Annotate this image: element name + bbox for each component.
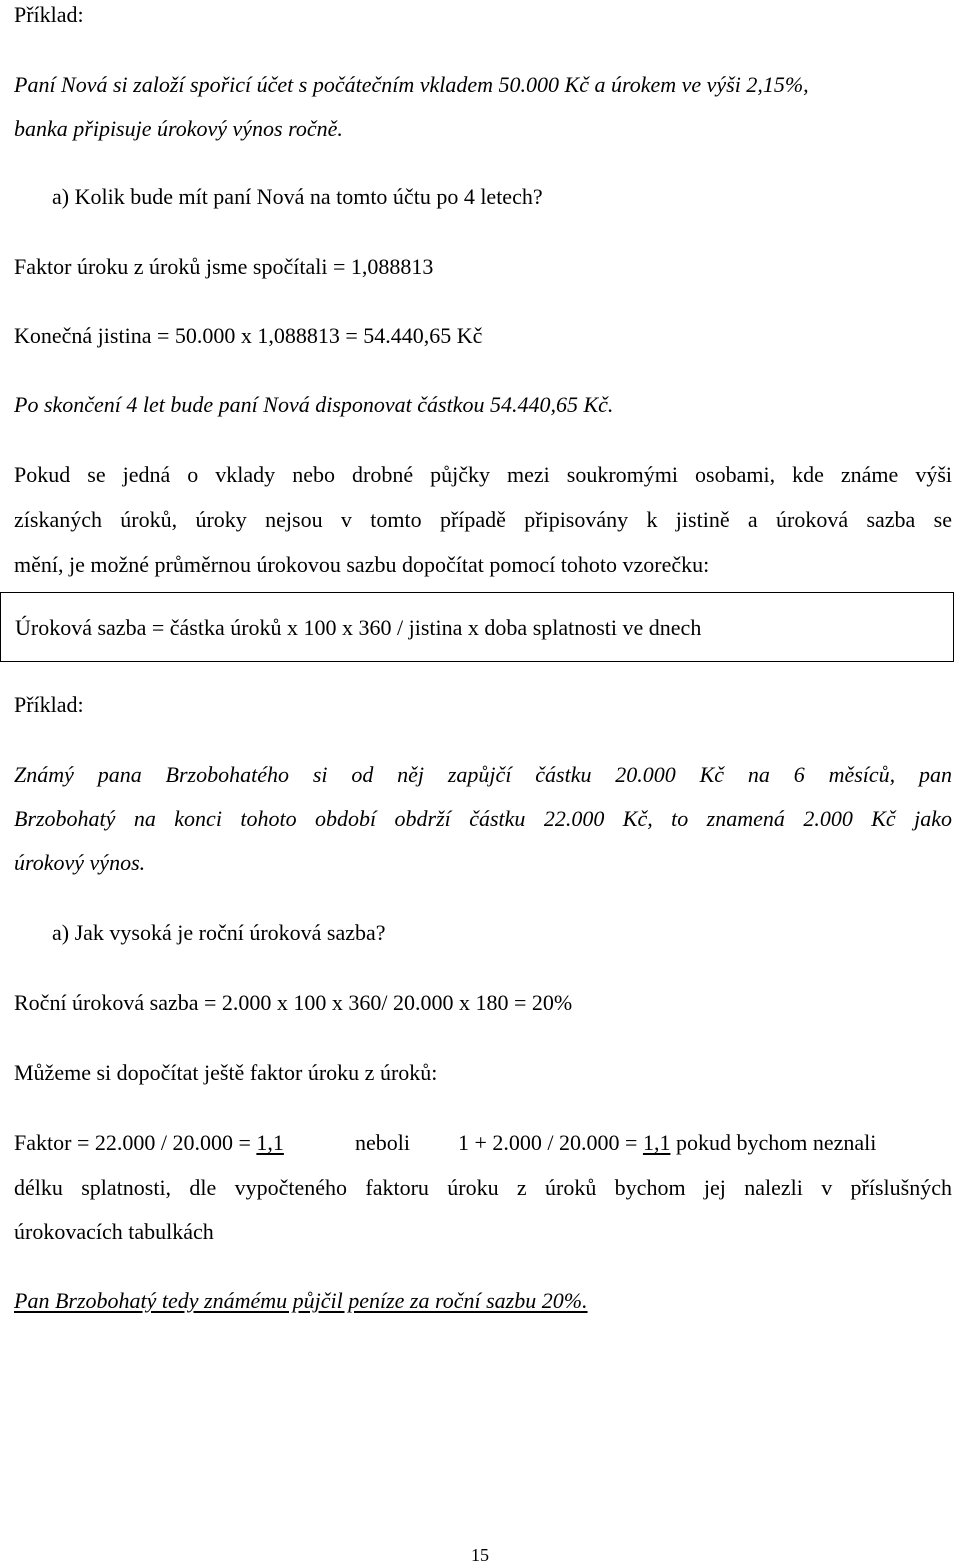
factor-part4: pokud bychom neznali — [670, 1130, 877, 1155]
formula-text: Úroková sazba = částka úroků x 100 x 360 / jistina x doba splatnosti ve dnech — [15, 615, 702, 640]
example1-conclusion: Po skončení 4 let bude paní Nová disponovat částkou 54.440,65 Kč. — [14, 392, 614, 417]
page-number: 15 — [471, 1545, 489, 1565]
explanation-line3: mění, je možné průměrnou úrokovou sazbu dopočítat pomocí tohoto vzorečku: — [14, 552, 710, 577]
factor-part3: 1 + 2.000 / 20.000 = — [458, 1130, 643, 1155]
example1-factor-line: Faktor úroku z úroků jsme spočítali = 1,088813 — [14, 254, 434, 279]
example1-problem-line2: banka připisuje úrokový výnos ročně. — [14, 116, 343, 141]
example2-annual-rate: Roční úroková sazba = 2.000 x 100 x 360/ 20.000 x 180 = 20% — [14, 990, 573, 1015]
example1-final-principal: Konečná jistina = 50.000 x 1,088813 = 54.440,65 Kč — [14, 323, 483, 348]
example2-problem-line2: Brzobohatý na konci tohoto období obdrží částku 22.000 Kč, to znamená 2.000 Kč jako — [14, 806, 952, 831]
example1-problem-line1: Paní Nová si založí spořicí účet s počátečním vkladem 50.000 Kč a úrokem ve výši 2,15%, — [14, 72, 809, 97]
factor-value2: 1,1 — [642, 1130, 671, 1155]
factor-part2: neboli — [355, 1130, 410, 1155]
formula-box — [0, 592, 954, 662]
example2-problem-line1: Známý pana Brzobohatého si od něj zapůjčí částku 20.000 Kč na 6 měsíců, pan — [14, 762, 952, 787]
example2-conclusion: Pan Brzobohatý tedy známému půjčil peníze za roční sazbu 20%. — [14, 1288, 588, 1313]
example2-problem-line3: úrokový výnos. — [14, 850, 146, 875]
explanation-line1: Pokud se jedná o vklady nebo drobné půjčky mezi soukromými osobami, kde známe výši — [14, 462, 952, 487]
example2-heading: Příklad: — [14, 692, 84, 717]
factor-value1: 1,1 — [256, 1130, 284, 1155]
explanation-line2: získaných úroků, úroky nejsou v tomto případě připisovány k jistině a úroková sazba se — [14, 507, 952, 532]
example1-heading: Příklad: — [14, 2, 84, 27]
factor-part3-wrap — [458, 1132, 876, 1154]
example2-question-a: a) Jak vysoká je roční úroková sazba? — [52, 920, 386, 945]
factor-part1: Faktor = 22.000 / 20.000 = — [14, 1130, 257, 1155]
example2-factor-intro: Můžeme si dopočítat ještě faktor úroku z úroků: — [14, 1060, 438, 1085]
example2-factor-line3: úrokovacích tabulkách — [14, 1219, 214, 1244]
example1-question-a: a) Kolik bude mít paní Nová na tomto účtu po 4 letech? — [52, 184, 543, 209]
example2-factor-line1 — [14, 1132, 284, 1154]
example2-factor-line2: délku splatnosti, dle vypočteného faktoru úroku z úroků bychom jej nalezli v příslušných — [14, 1175, 952, 1200]
